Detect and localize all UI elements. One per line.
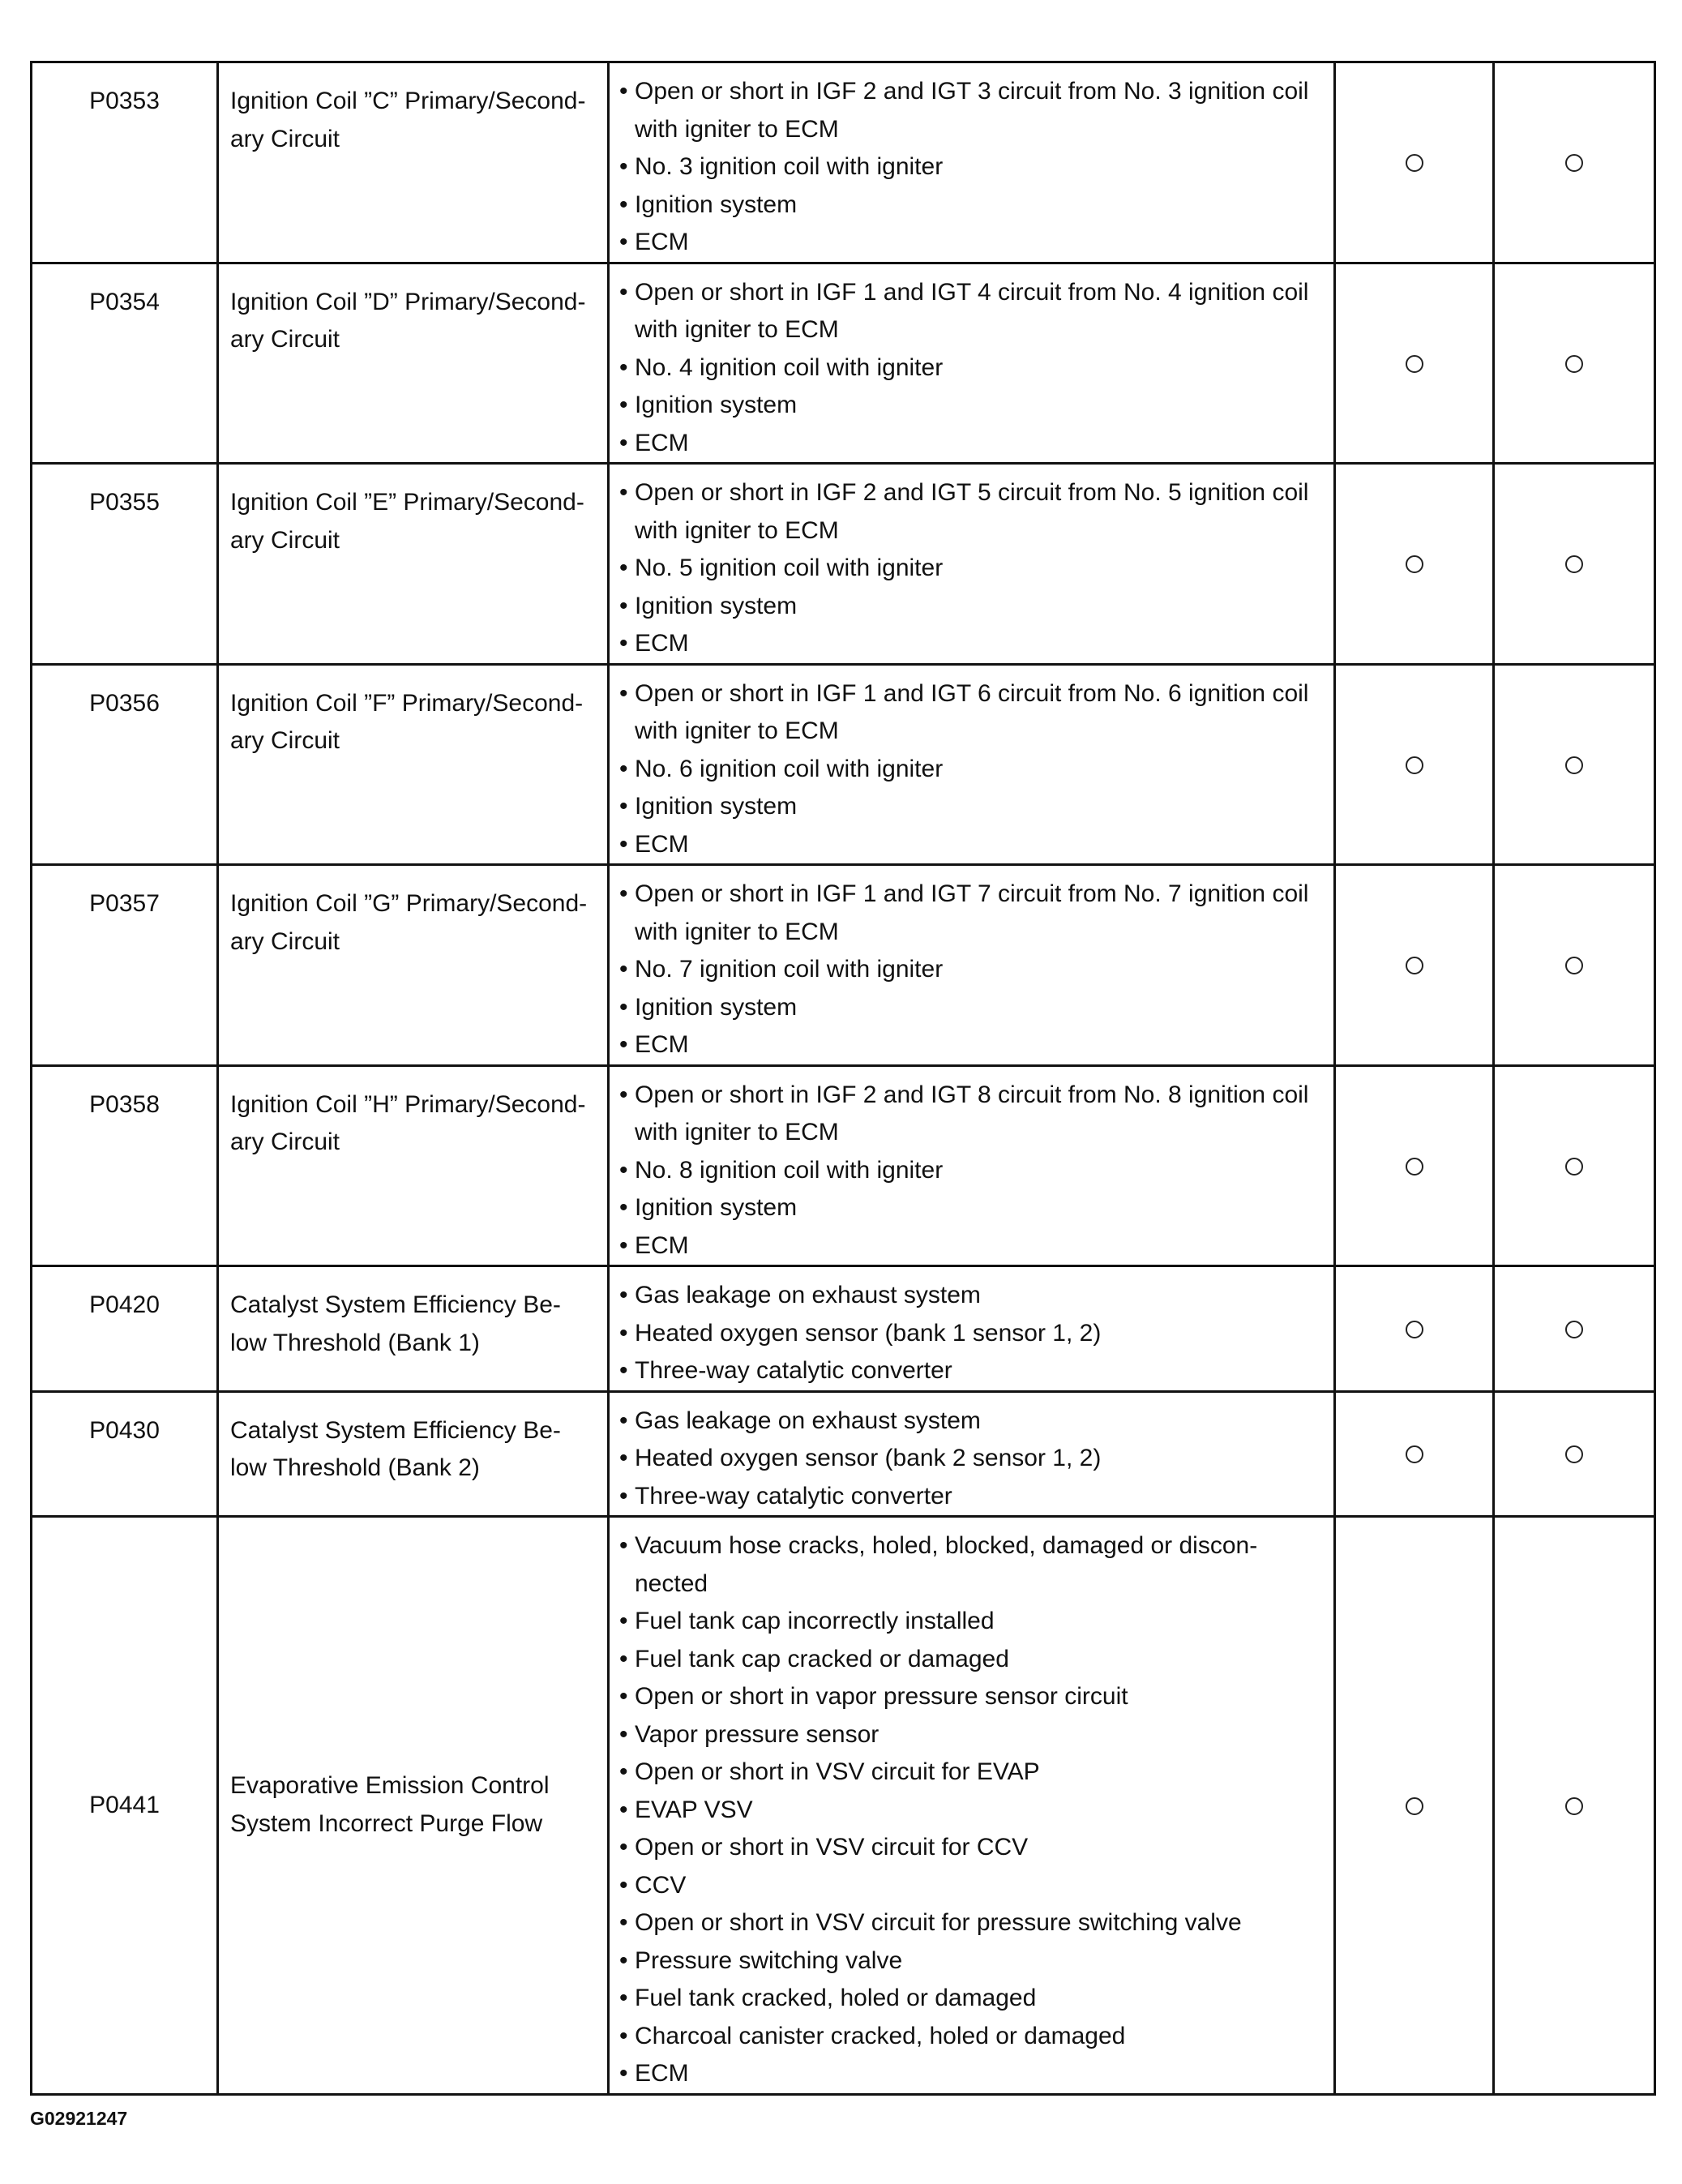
trouble-area-text: No. 5 ignition coil with igniter <box>635 555 944 581</box>
trouble-area-cell <box>609 1266 1335 1392</box>
trouble-area-cell <box>609 865 1335 1066</box>
trouble-area-text: Ignition system <box>635 793 798 820</box>
trouble-area-text: No. 3 ignition coil with igniter <box>635 153 944 180</box>
trouble-area-text: Ignition system <box>635 191 798 218</box>
memory-cell <box>1494 1517 1655 2095</box>
table-row <box>32 1065 1655 1266</box>
trouble-area-text: Ignition system <box>635 392 798 418</box>
circle-mark-icon <box>1406 1158 1423 1176</box>
detection-item: Ignition Coil ”H” Primary/Second-ary Circuit <box>230 1090 586 1155</box>
dtc-code-cell <box>32 664 218 865</box>
trouble-area-text: Gas leakage on exhaust system <box>635 1407 981 1434</box>
trouble-area-text: ECM <box>635 429 689 456</box>
list-item <box>619 1867 1325 1905</box>
list-item <box>619 1152 1325 1190</box>
trouble-area-list <box>619 675 1325 864</box>
list-item <box>619 1904 1325 1942</box>
mil-cell <box>1335 62 1494 263</box>
detection-item-cell <box>218 865 609 1066</box>
dtc-code-cell <box>32 62 218 263</box>
trouble-area-text: Fuel tank cap cracked or damaged <box>635 1645 1009 1672</box>
detection-item: Ignition Coil ”C” Primary/Second-ary Circuit <box>230 88 586 152</box>
list-item <box>619 1678 1325 1716</box>
bullet-icon: • <box>619 153 628 180</box>
trouble-area-list <box>619 73 1325 262</box>
bullet-icon: • <box>619 392 628 418</box>
detection-item: Ignition Coil ”G” Primary/Second-ary Circuit <box>230 890 588 955</box>
table-row <box>32 1391 1655 1517</box>
dtc-code-cell <box>32 865 218 1066</box>
dtc-code-cell <box>32 263 218 464</box>
trouble-area-text: Open or short in IGF 1 and IGT 6 circuit from No. 6 ignition coil with igniter to ECM <box>635 679 1309 744</box>
list-item <box>619 1980 1325 2018</box>
bullet-icon: • <box>619 1758 628 1785</box>
bullet-icon: • <box>619 1482 628 1510</box>
trouble-area-text: ECM <box>635 2060 689 2087</box>
trouble-area-text: Open or short in VSV circuit for pressure switching valve <box>635 1909 1242 1936</box>
trouble-area-list <box>619 1077 1325 1265</box>
list-item <box>619 274 1325 349</box>
dtc-code-cell <box>32 1391 218 1517</box>
bullet-icon: • <box>619 592 628 619</box>
list-item <box>619 588 1325 626</box>
circle-mark-icon <box>1565 957 1583 974</box>
trouble-area-text: Vacuum hose cracks, holed, blocked, damaged or discon-nected <box>635 1532 1258 1597</box>
trouble-area-text: No. 6 ignition coil with igniter <box>635 755 944 782</box>
list-item <box>619 1792 1325 1830</box>
bullet-icon: • <box>619 1720 628 1748</box>
list-item <box>619 349 1325 388</box>
bullet-icon: • <box>619 793 628 820</box>
bullet-icon: • <box>619 1031 628 1058</box>
trouble-area-text: Charcoal canister cracked, holed or damaged <box>635 2022 1126 2049</box>
memory-cell <box>1494 62 1655 263</box>
dtc-code: P0441 <box>89 1791 160 1818</box>
circle-mark-icon <box>1565 154 1583 172</box>
bullet-icon: • <box>619 2022 628 2049</box>
mil-cell <box>1335 1391 1494 1517</box>
detection-item-cell <box>218 1391 609 1517</box>
list-item <box>619 550 1325 588</box>
bullet-icon: • <box>619 429 628 456</box>
list-item <box>619 1026 1325 1064</box>
list-item <box>619 751 1325 789</box>
bullet-icon: • <box>619 78 628 105</box>
trouble-area-text: Fuel tank cracked, holed or damaged <box>635 1985 1037 2011</box>
trouble-area-list <box>619 474 1325 663</box>
bullet-icon: • <box>619 993 628 1021</box>
circle-mark-icon <box>1406 1321 1423 1338</box>
trouble-area-text: Fuel tank cap incorrectly installed <box>635 1608 995 1634</box>
circle-mark-icon <box>1406 1445 1423 1463</box>
table-row <box>32 865 1655 1066</box>
bullet-icon: • <box>619 1319 628 1347</box>
memory-cell <box>1494 464 1655 665</box>
trouble-area-list <box>619 274 1325 463</box>
trouble-area-text: Open or short in IGF 2 and IGT 5 circuit from No. 5 ignition coil with igniter to ECM <box>635 479 1309 544</box>
circle-mark-icon <box>1406 957 1423 974</box>
dtc-code: P0354 <box>89 288 160 315</box>
bullet-icon: • <box>619 479 628 506</box>
table-row <box>32 664 1655 865</box>
list-item <box>619 224 1325 262</box>
list-item <box>619 1641 1325 1679</box>
detection-item-cell <box>218 1517 609 2095</box>
detection-item: Ignition Coil ”E” Primary/Second-ary Circuit <box>230 489 584 554</box>
list-item <box>619 1527 1325 1603</box>
bullet-icon: • <box>619 1445 628 1471</box>
memory-cell <box>1494 664 1655 865</box>
circle-mark-icon <box>1565 756 1583 774</box>
trouble-area-text: Gas leakage on exhaust system <box>635 1282 981 1308</box>
list-item <box>619 1829 1325 1867</box>
figure-id: G02921247 <box>30 2108 128 2129</box>
bullet-icon: • <box>619 1683 628 1710</box>
trouble-area-list <box>619 1527 1325 2093</box>
list-item <box>619 425 1325 463</box>
bullet-icon: • <box>619 278 628 306</box>
circle-mark-icon <box>1565 1158 1583 1176</box>
list-item <box>619 876 1325 951</box>
trouble-area-cell <box>609 1391 1335 1517</box>
detection-item: Catalyst System Efficiency Be-low Threshold (Bank 2) <box>230 1416 561 1481</box>
bullet-icon: • <box>619 1834 628 1861</box>
detection-item: Ignition Coil ”D” Primary/Second-ary Circuit <box>230 288 586 353</box>
list-item <box>619 474 1325 550</box>
trouble-area-text: ECM <box>635 1031 689 1058</box>
dtc-code: P0357 <box>89 890 160 917</box>
trouble-area-text: ECM <box>635 830 689 858</box>
trouble-area-list <box>619 876 1325 1064</box>
circle-mark-icon <box>1565 555 1583 573</box>
bullet-icon: • <box>619 1407 628 1434</box>
bullet-icon: • <box>619 1645 628 1672</box>
list-item <box>619 148 1325 186</box>
trouble-area-cell <box>609 263 1335 464</box>
detection-item: Evaporative Emission Control System Incorrect Purge Flow <box>230 1772 550 1837</box>
dtc-code: P0420 <box>89 1291 160 1318</box>
trouble-area-text: Three-way catalytic converter <box>635 1482 952 1510</box>
trouble-area-cell <box>609 1517 1335 2095</box>
memory-cell <box>1494 1391 1655 1517</box>
list-item <box>619 1352 1325 1390</box>
bullet-icon: • <box>619 1532 628 1559</box>
dtc-code: P0430 <box>89 1416 160 1444</box>
trouble-area-text: No. 7 ignition coil with igniter <box>635 956 944 983</box>
list-item <box>619 186 1325 225</box>
circle-mark-icon <box>1406 555 1423 573</box>
list-item <box>619 1478 1325 1516</box>
trouble-area-text: ECM <box>635 1231 689 1259</box>
circle-mark-icon <box>1406 756 1423 774</box>
trouble-area-cell <box>609 1065 1335 1266</box>
trouble-area-text: Ignition system <box>635 1194 798 1221</box>
trouble-area-text: Heated oxygen sensor (bank 1 sensor 1, 2) <box>635 1319 1102 1347</box>
list-item <box>619 1227 1325 1265</box>
trouble-area-text: Open or short in IGF 2 and IGT 8 circuit from No. 8 ignition coil with igniter to ECM <box>635 1081 1309 1146</box>
circle-mark-icon <box>1565 1321 1583 1338</box>
circle-mark-icon <box>1565 1797 1583 1815</box>
dtc-code: P0355 <box>89 489 160 516</box>
table-row <box>32 1266 1655 1392</box>
bullet-icon: • <box>619 1946 628 1974</box>
memory-cell <box>1494 865 1655 1066</box>
bullet-icon: • <box>619 1985 628 2011</box>
detection-item-cell <box>218 263 609 464</box>
trouble-area-text: No. 4 ignition coil with igniter <box>635 353 944 381</box>
circle-mark-icon <box>1406 355 1423 373</box>
dtc-table <box>30 61 1656 2096</box>
trouble-area-text: Ignition system <box>635 993 798 1021</box>
bullet-icon: • <box>619 1871 628 1899</box>
bullet-icon: • <box>619 1357 628 1384</box>
detection-item: Catalyst System Efficiency Be-low Threshold (Bank 1) <box>230 1291 561 1356</box>
detection-item-cell <box>218 62 609 263</box>
trouble-area-text: Ignition system <box>635 592 798 619</box>
detection-item-cell <box>218 1266 609 1392</box>
memory-cell <box>1494 1266 1655 1392</box>
circle-mark-icon <box>1406 1797 1423 1815</box>
list-item <box>619 951 1325 989</box>
trouble-area-text: Pressure switching valve <box>635 1946 903 1974</box>
bullet-icon: • <box>619 2060 628 2087</box>
trouble-area-list <box>619 1277 1325 1390</box>
bullet-icon: • <box>619 755 628 782</box>
mil-cell <box>1335 1517 1494 2095</box>
bullet-icon: • <box>619 880 628 907</box>
trouble-area-text: Open or short in IGF 1 and IGT 7 circuit from No. 7 ignition coil with igniter to ECM <box>635 880 1309 945</box>
bullet-icon: • <box>619 1156 628 1184</box>
list-item <box>619 1603 1325 1641</box>
mil-cell <box>1335 1065 1494 1266</box>
detection-item-cell <box>218 1065 609 1266</box>
bullet-icon: • <box>619 1909 628 1936</box>
dtc-code: P0358 <box>89 1090 160 1118</box>
list-item <box>619 1942 1325 1981</box>
table-row <box>32 62 1655 263</box>
list-item <box>619 675 1325 751</box>
list-item <box>619 788 1325 826</box>
list-item <box>619 73 1325 148</box>
circle-mark-icon <box>1406 154 1423 172</box>
trouble-area-cell <box>609 62 1335 263</box>
bullet-icon: • <box>619 1608 628 1634</box>
list-item <box>619 2055 1325 2093</box>
trouble-area-text: Open or short in vapor pressure sensor circuit <box>635 1683 1128 1710</box>
table-row <box>32 464 1655 665</box>
list-item <box>619 1189 1325 1227</box>
list-item <box>619 1754 1325 1792</box>
bullet-icon: • <box>619 353 628 381</box>
trouble-area-text: Open or short in IGF 2 and IGT 3 circuit from No. 3 ignition coil with igniter to ECM <box>635 78 1309 143</box>
memory-cell <box>1494 263 1655 464</box>
bullet-icon: • <box>619 191 628 218</box>
bullet-icon: • <box>619 1796 628 1823</box>
trouble-area-text: Open or short in VSV circuit for EVAP <box>635 1758 1040 1785</box>
dtc-code: P0356 <box>89 689 160 717</box>
table-row <box>32 263 1655 464</box>
list-item <box>619 387 1325 425</box>
list-item <box>619 625 1325 663</box>
memory-cell <box>1494 1065 1655 1266</box>
list-item <box>619 1277 1325 1315</box>
dtc-code-cell <box>32 464 218 665</box>
dtc-table-body <box>32 62 1655 2095</box>
trouble-area-text: Vapor pressure sensor <box>635 1720 880 1748</box>
list-item <box>619 1402 1325 1441</box>
mil-cell <box>1335 664 1494 865</box>
trouble-area-text: Open or short in VSV circuit for CCV <box>635 1834 1029 1861</box>
bullet-icon: • <box>619 1231 628 1259</box>
circle-mark-icon <box>1565 1445 1583 1463</box>
mil-cell <box>1335 263 1494 464</box>
mil-cell <box>1335 865 1494 1066</box>
trouble-area-list <box>619 1402 1325 1516</box>
mil-cell <box>1335 1266 1494 1392</box>
trouble-area-text: EVAP VSV <box>635 1796 753 1823</box>
list-item <box>619 1077 1325 1152</box>
detection-item: Ignition Coil ”F” Primary/Second-ary Circuit <box>230 689 584 754</box>
bullet-icon: • <box>619 830 628 858</box>
trouble-area-text: ECM <box>635 630 689 657</box>
bullet-icon: • <box>619 555 628 581</box>
circle-mark-icon <box>1565 355 1583 373</box>
mil-cell <box>1335 464 1494 665</box>
trouble-area-text: ECM <box>635 229 689 255</box>
list-item <box>619 1440 1325 1478</box>
trouble-area-text: Three-way catalytic converter <box>635 1357 952 1384</box>
dtc-code: P0353 <box>89 88 160 114</box>
trouble-area-text: Open or short in IGF 1 and IGT 4 circuit from No. 4 ignition coil with igniter to ECM <box>635 278 1309 343</box>
trouble-area-text: CCV <box>635 1871 687 1899</box>
trouble-area-cell <box>609 464 1335 665</box>
list-item <box>619 826 1325 864</box>
dtc-code-cell <box>32 1065 218 1266</box>
bullet-icon: • <box>619 229 628 255</box>
dtc-code-cell <box>32 1517 218 2095</box>
bullet-icon: • <box>619 1194 628 1221</box>
trouble-area-cell <box>609 664 1335 865</box>
table-row <box>32 1517 1655 2095</box>
list-item <box>619 1716 1325 1754</box>
bullet-icon: • <box>619 1081 628 1108</box>
bullet-icon: • <box>619 630 628 657</box>
list-item <box>619 989 1325 1027</box>
list-item <box>619 2018 1325 2056</box>
bullet-icon: • <box>619 956 628 983</box>
detection-item-cell <box>218 664 609 865</box>
trouble-area-text: Heated oxygen sensor (bank 2 sensor 1, 2) <box>635 1445 1102 1471</box>
detection-item-cell <box>218 464 609 665</box>
bullet-icon: • <box>619 679 628 707</box>
dtc-code-cell <box>32 1266 218 1392</box>
bullet-icon: • <box>619 1282 628 1308</box>
trouble-area-text: No. 8 ignition coil with igniter <box>635 1156 944 1184</box>
list-item <box>619 1315 1325 1353</box>
